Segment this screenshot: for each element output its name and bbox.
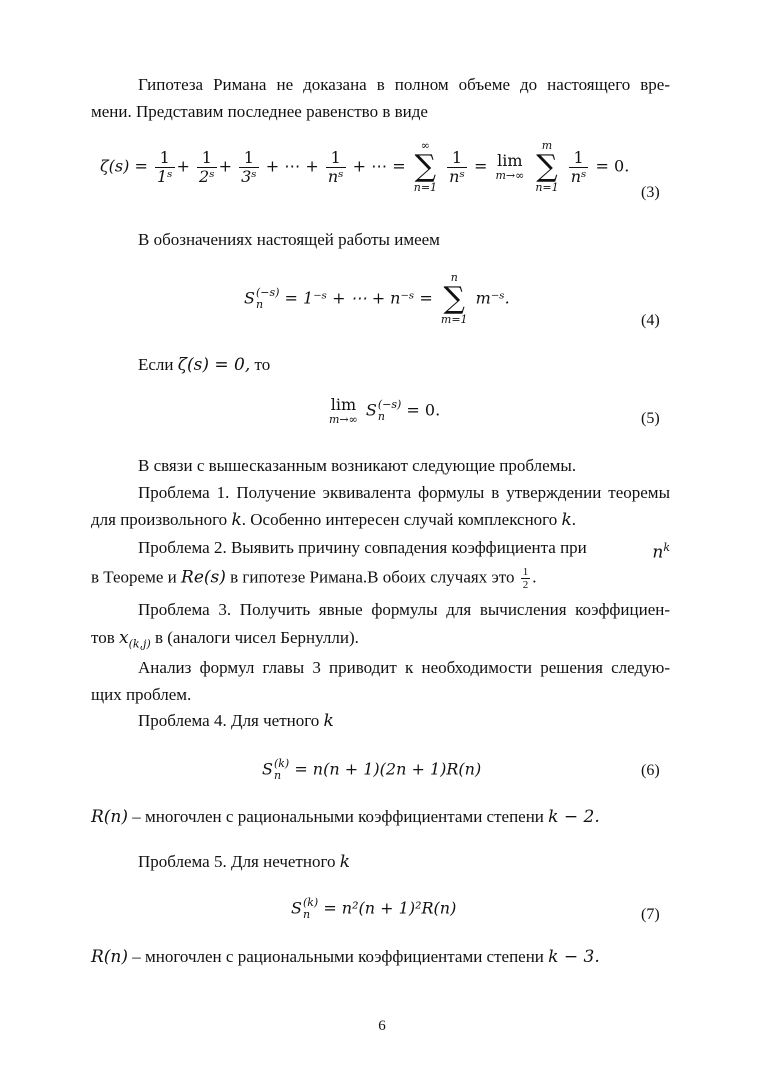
paragraph-line: В обозначениях настоящей работы имеем <box>138 230 440 249</box>
equation-number: (6) <box>641 762 660 779</box>
fraction: $\frac{1}{\text{3ˢ}}$ <box>241 147 257 186</box>
equation-3: ζ(s) = $\frac{1}{\text{1ˢ}}$ + $\frac{1}{\text{2ˢ}}$ + $\frac{1}{\text{3ˢ}}$ + ⋯ + $\frac{1}{\text{nˢ}}$ + ⋯ = ∞ ∑ n=1 $\frac{1}{\text{nˢ}}$ = lim m→∞ m ∑ n=1 $\frac{1}{\text{nˢ}}$ = 0. <box>100 139 630 194</box>
equation-4: S (−s) n = 1⁻ˢ + ⋯ + n⁻ˢ = n ∑ m=1 m⁻ˢ. <box>244 271 510 326</box>
eq3-ellipsis: + ⋯ = <box>352 156 406 176</box>
fraction: $\frac{1}{\text{nˢ}}$ <box>570 147 587 186</box>
paragraph-line: R(n) – многочлен с рациональными коэффициентами степени k − 2. <box>91 807 600 827</box>
sum-operator: m ∑ n=1 <box>535 139 559 194</box>
fraction: $\frac{1}{\text{1ˢ}}$ <box>156 147 173 186</box>
limit-operator: lim m→∞ <box>329 395 358 426</box>
equation-6: S (k) n = n(n + 1)(2n + 1)R(n) <box>262 757 482 782</box>
paragraph-line: тов $x_{(k,j)}$ в (аналоги чисел Бернулли). <box>91 628 359 651</box>
paragraph-line: Проблема 2. Выявить причину совпадения коэффициента при $n^k$ <box>138 538 670 563</box>
paragraph-line: мени. Представим последнее равенство в виде <box>91 102 428 121</box>
equation-number: (7) <box>641 906 660 923</box>
paragraph-line: щих проблем. <box>91 685 192 704</box>
fraction: $\frac{1}{\text{nˢ}}$ <box>327 147 344 186</box>
equation-number: (4) <box>641 312 660 329</box>
eq3-lhs: ζ(s) = <box>100 156 148 176</box>
fraction: $\frac{1}{\text{2ˢ}}$ <box>199 147 215 186</box>
paragraph-line: В связи с вышесказанным возникают следующие проблемы. <box>138 456 577 475</box>
fraction: $\frac{1}{2}$ <box>522 566 529 591</box>
paragraph-line: R(n) – многочлен с рациональными коэффициентами степени k − 3. <box>91 947 600 967</box>
sum-operator: n ∑ m=1 <box>440 271 468 326</box>
paragraph-line: Анализ формул главы 3 приводит к необходимости решения следую- <box>138 658 670 677</box>
page-number: 6 <box>378 1018 386 1034</box>
sum-operator: ∞ ∑ n=1 <box>413 139 438 194</box>
paragraph-line: Если ζ(s) = 0, то <box>138 355 271 375</box>
eq3-ellipsis: + ⋯ + <box>265 156 319 176</box>
equation-number: (5) <box>641 410 660 427</box>
paragraph-line: Проблема 1. Получение эквивалента формулы в утверждении теоремы <box>138 483 670 502</box>
limit-operator: lim m→∞ <box>495 151 525 182</box>
paragraph-line: Проблема 4. Для четного k <box>138 711 334 731</box>
fraction: $\frac{1}{\text{nˢ}}$ <box>449 147 465 186</box>
paragraph-line: Проблема 3. Получить явные формулы для вычисления коэффициен- <box>138 600 670 619</box>
equation-5: lim m→∞ S (−s) n = 0. <box>329 395 441 426</box>
equation-number: (3) <box>641 184 660 201</box>
paragraph-line: для произвольного k. Особенно интересен случай комплексного k. <box>91 510 577 530</box>
paragraph-line: Гипотеза Римана не доказана в полном объеме до настоящего вре- <box>138 75 670 94</box>
paragraph-line: в Теореме и Re(s) в гипотезе Римана.В обоих случаях это $\frac{1}{2}$ . <box>91 566 537 591</box>
paragraph-line: Проблема 5. Для нечетного k <box>138 852 351 872</box>
equation-7: S (k) n = n²(n + 1)²R(n) <box>291 896 457 921</box>
